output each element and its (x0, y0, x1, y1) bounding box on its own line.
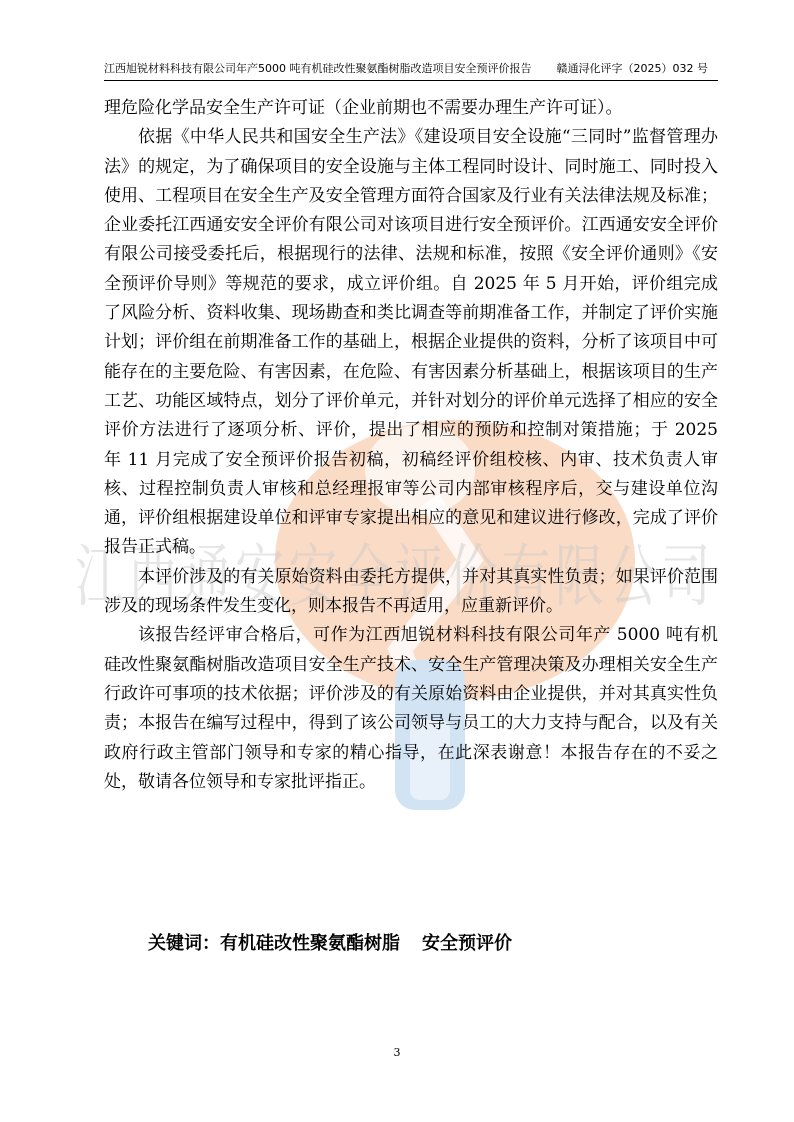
document-body (104, 94, 718, 797)
keyword-1: 有机硅改性聚氨酯树脂 (220, 933, 400, 954)
paragraph-3: 本评价涉及的有关原始资料由委托方提供，并对其真实性负责；如果评价范围涉及的现场条件发生变化，则本报告不再适用，应重新评价。 (104, 566, 718, 617)
paragraph-4: 该报告经评审合格后，可作为江西旭锐材料科技有限公司年产 5000 吨有机硅改性聚氨酯树脂改造项目安全生产技术、安全生产管理决策及办理相关安全生产行政许可事项的技术依据；评价涉及的有关原始资料由企业提供，并对其真实性负责；本报告在编写过程中，得到了该公司领导与员工的大力支持与配合，以及有关政府行政主管部门领导和专家的精心指导，在此深表谢意！本报告存在的不妥之处，敬请各位领导和专家批评指正。 (104, 625, 718, 792)
paragraph-1: 理危险化学品安全生产许可证（企业前期也不需要办理生产许可证）。 (104, 98, 623, 118)
header-report-title: 江西旭锐材料科技有限公司年产5000 吨有机硅改性聚氨酯树脂改造项目安全预评价报告 (104, 62, 532, 75)
running-header (104, 60, 718, 81)
keywords-label: 关键词： (148, 933, 220, 954)
paragraph-2: 依据《中华人民共和国安全生产法》《建设项目安全设施“三同时”监督管理办法》的规定，为了确保项目的安全设施与主体工程同时设计、同时施工、同时投入使用、工程项目在安全生产及安全管理方面符合国家及行业有关法律法规及标准；企业委托江西通安安全评价有限公司对该项目进行安全预评价。江西通安安全评价有限公司接受委托后，根据现行的法律、法规和标准，按照《安全评价通则》《安全预评价导则》等规范的要求，成立评价组。自 2025 年 5 月开始，评价组完成了风险分析、资料收集、现场勘查和类比调查等前期准备工作，并制定了评价实施计划；评价组在前期准备工作的基础上，根据企业提供的资料，分析了该项目中可能存在的主要危险、有害因素，在危险、有害因素分析基础上，根据该项目的生产工艺、功能区域特点，划分了评价单元，并针对划分的评价单元选择了相应的安全评价方法进行了逐项分析、评价，提出了相应的预防和控制对策措施；于 2025 年 11 月完成了安全预评价报告初稿，初稿经评价组校核、内审、技术负责人审核、过程控制负责人审核和总经理报审等公司内部审核程序后，交与建设单位沟通，评价组根据建设单位和评审专家提出相应的意见和建议进行修改，完成了评价报告正式稿。 (104, 127, 718, 558)
page-number: 3 (393, 1046, 401, 1059)
header-report-number: 赣通浔化评字（2025）032 号 (556, 62, 708, 75)
keyword-2: 安全预评价 (422, 933, 512, 954)
keywords-line (148, 931, 512, 957)
svg-text:江西通安安全评价有限公司: 江西通安安全评价有限公司 (75, 538, 715, 617)
